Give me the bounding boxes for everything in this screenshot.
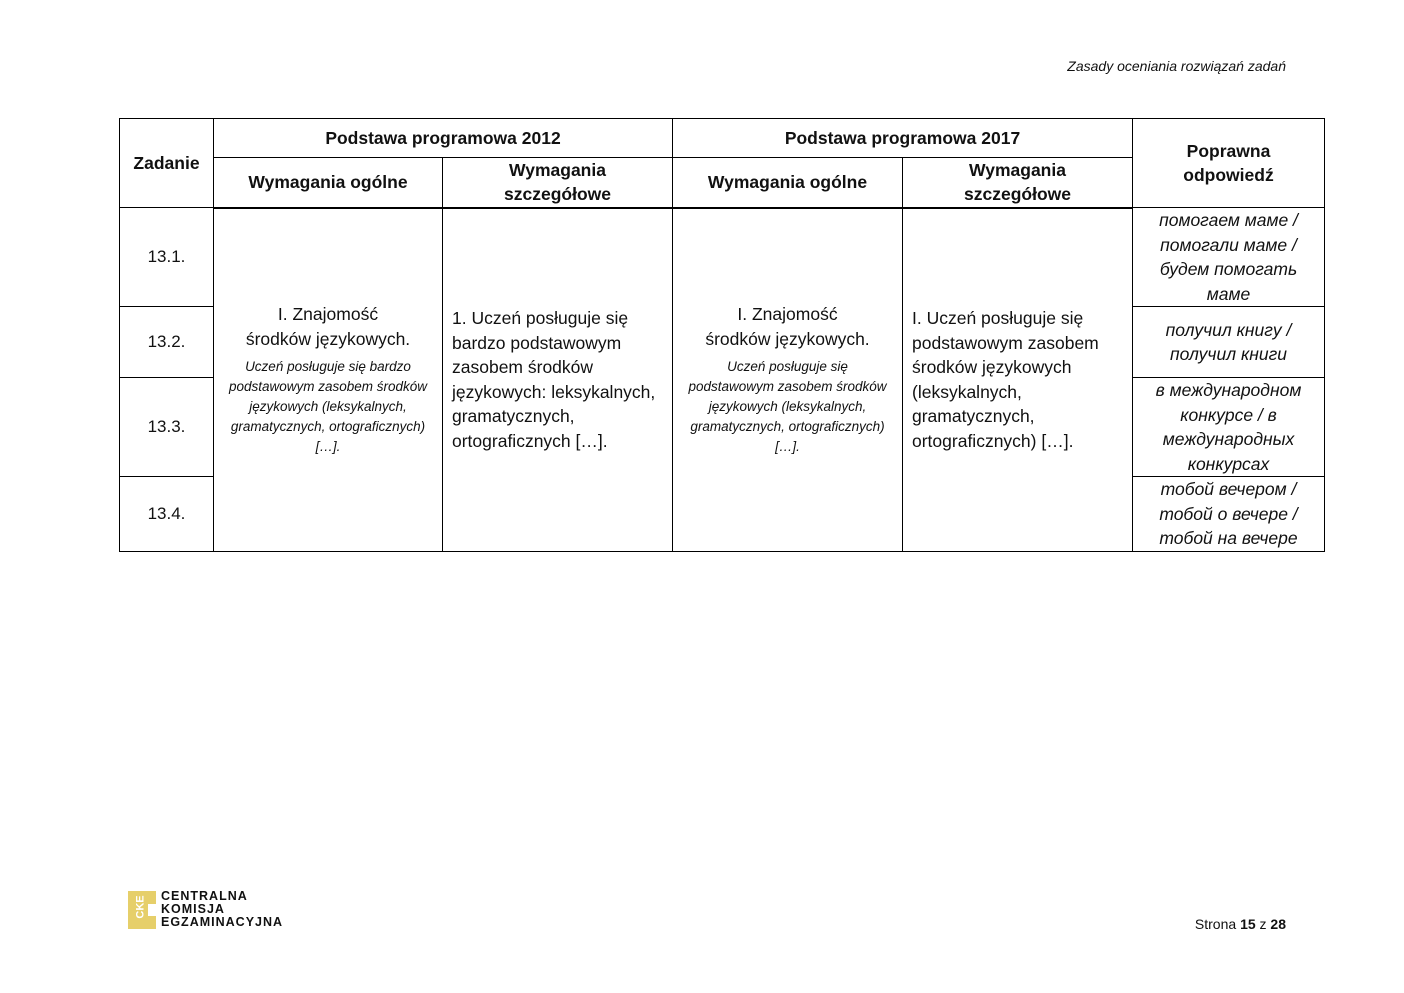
page-number [1195, 916, 1286, 932]
req-2017-general-cell [673, 208, 903, 552]
cke-logo-text [161, 890, 283, 929]
task-number: 13.4. [120, 477, 214, 552]
page-sep: z [1259, 916, 1267, 932]
req-2012-general-cell [214, 208, 443, 552]
header-podstawa-2012: Podstawa programowa 2012 [214, 119, 673, 158]
req-2012-general-note: Uczeń posługuje się bardzo podstawowym zasobem środków językowych (leksykalnych, gramatycznych, ortograficznych) […]. [228, 359, 428, 454]
grading-table [119, 118, 1325, 552]
task-number: 13.1. [120, 208, 214, 307]
header-poprawna-odpowiedz-label: Poprawna odpowiedź [1183, 141, 1274, 185]
req-2017-general: I. Znajomość środków językowych. [705, 304, 870, 349]
cke-logo-mark-text: CKE [134, 894, 147, 919]
cke-logo [128, 890, 283, 929]
answer-cell: в международном конкурсе / в международных конкурсах [1133, 378, 1325, 477]
req-2017-detailed: I. Uczeń posługuje się podstawowym zasobem środków językowych (leksykalnych, gramatycznych, ortograficznych) […]. [903, 208, 1133, 552]
cke-logo-mark [128, 891, 156, 929]
req-2017-general-note: Uczeń posługuje się podstawowym zasobem środków językowych (leksykalnych, gramatycznych, ortograficznych) […]. [688, 359, 887, 454]
header-poprawna-odpowiedz [1133, 119, 1325, 208]
logo-line: CENTRALNA [161, 889, 248, 903]
answer-cell: тобой вечером / тобой о вечере / тобой на вечере [1133, 477, 1325, 552]
header-2012-detailed-label: Wymagania szczegółowe [504, 160, 611, 205]
table-row [120, 208, 1325, 307]
header-2017-detailed [903, 158, 1133, 208]
header-2017-general: Wymagania ogólne [673, 158, 903, 208]
page-current: 15 [1240, 916, 1256, 932]
task-number: 13.2. [120, 307, 214, 378]
req-2012-general: I. Znajomość środków językowych. [245, 304, 411, 349]
logo-line: KOMISJA [161, 902, 225, 916]
answer-cell: помогаем маме / помогали маме / будем помогать маме [1133, 208, 1325, 307]
answer-cell: получил книгу / получил книги [1133, 307, 1325, 378]
task-number: 13.3. [120, 378, 214, 477]
header-2012-general: Wymagania ogólne [214, 158, 443, 208]
page-header-title: Zasady oceniania rozwiązań zadań [1067, 58, 1286, 74]
header-2017-detailed-label: Wymagania szczegółowe [964, 160, 1071, 205]
logo-line: EGZAMINACYJNA [161, 915, 284, 929]
page-total: 28 [1270, 916, 1286, 932]
req-2012-detailed: 1. Uczeń posługuje się bardzo podstawowym zasobem środków językowych: leksykalnych, gramatycznych, ortograficznych […]. [443, 208, 673, 552]
header-zadanie: Zadanie [120, 119, 214, 208]
header-podstawa-2017: Podstawa programowa 2017 [673, 119, 1133, 158]
header-2012-detailed [443, 158, 673, 208]
page-label: Strona [1194, 916, 1237, 932]
